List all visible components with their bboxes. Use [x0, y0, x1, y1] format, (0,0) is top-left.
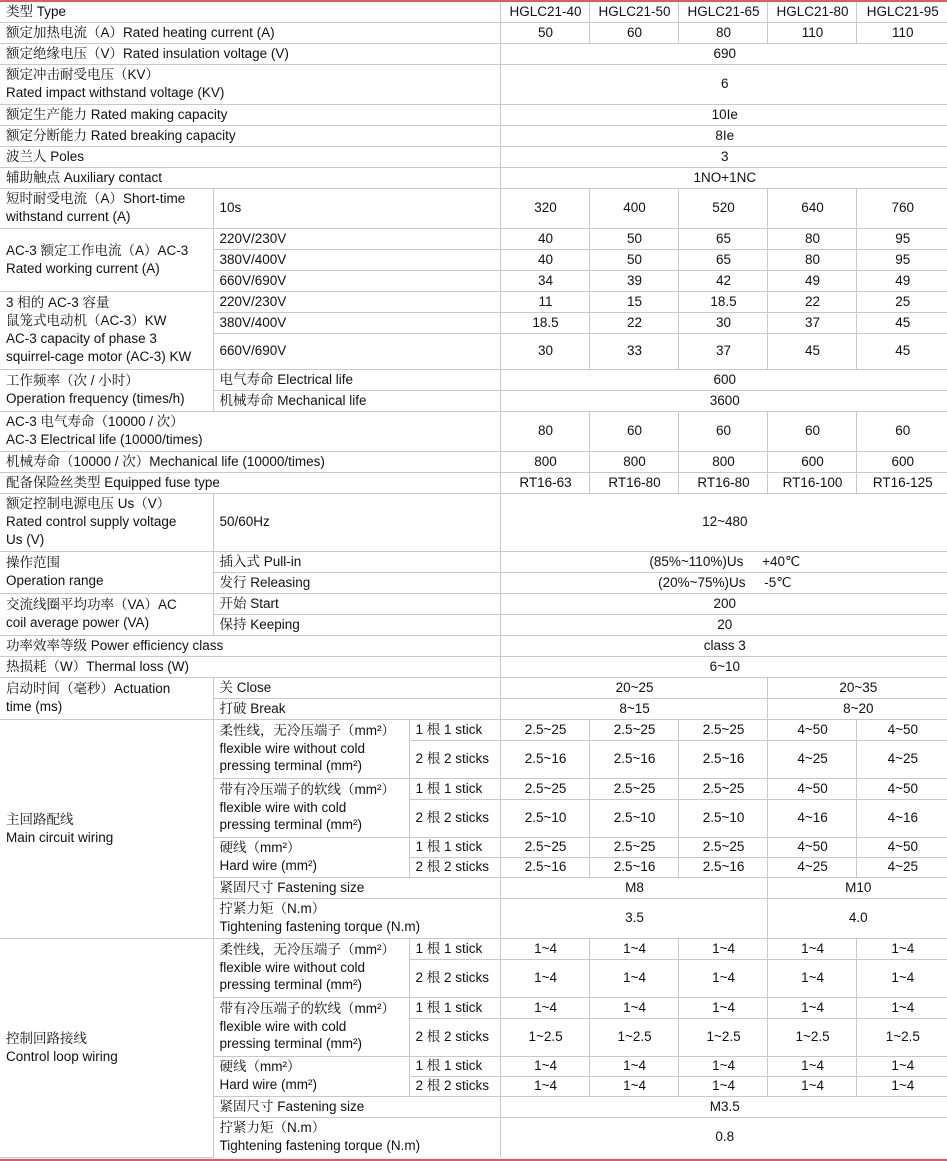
sticks-cell: 2 根 2 sticks [409, 857, 500, 877]
row-label: 额定生产能力 Rated making capacity [0, 104, 500, 125]
sticks-cell: 2 根 2 sticks [409, 1076, 500, 1096]
value-cell: RT16-80 [678, 472, 767, 493]
row-label: 波兰人 Poles [0, 146, 500, 167]
value-cell: 39 [589, 270, 678, 291]
row-label-line: AC-3 额定工作电流（A）AC-3 [6, 242, 189, 258]
row-label: 配备保险丝类型 Equipped fuse type [0, 472, 500, 493]
condition-cell: 220V/230V [213, 228, 500, 249]
value-cell: 1~4 [856, 938, 947, 959]
row-label-line: 启动时间（毫秒）Actuation [6, 681, 171, 697]
condition-cell [213, 898, 500, 938]
value-cell: 60 [767, 411, 856, 451]
value-cell: 2.5~10 [500, 799, 589, 837]
row-label-line: 短时耐受电流（A）Short-time [6, 191, 186, 207]
value-cell: 600 [767, 451, 856, 472]
value-cell: 22 [767, 291, 856, 312]
value-cell: 8Ie [500, 125, 947, 146]
value-cell: 2.5~25 [500, 837, 589, 857]
value-cell: M8 [500, 877, 767, 898]
value-cell: 37 [767, 312, 856, 333]
condition-cell: 380V/400V [213, 249, 500, 270]
row-label [0, 64, 500, 104]
value-cell: 800 [678, 451, 767, 472]
value-cell: 1~4 [767, 1076, 856, 1096]
value-cell: 49 [856, 270, 947, 291]
row-label-cn: 工作频率（次 / 小时） [6, 373, 139, 389]
header-label: 类型 Type [0, 2, 500, 22]
value-cell: 2.5~25 [678, 837, 767, 857]
value-cell: 18.5 [500, 312, 589, 333]
value-cell: 60 [678, 411, 767, 451]
model-heading: HGLC21-65 [678, 2, 767, 22]
row-label [0, 411, 500, 451]
row-label-line: time (ms) [6, 699, 63, 714]
sticks-cell: 1 根 1 stick [409, 938, 500, 959]
range-value: (20%~75%)Us [658, 574, 746, 590]
condition-cell [213, 1117, 500, 1157]
value-cell: 400 [589, 188, 678, 228]
range-temperature: +40℃ [762, 553, 801, 569]
value-cell: 10Ie [500, 104, 947, 125]
row-label [0, 188, 213, 228]
value-cell: 8~20 [767, 698, 947, 719]
value-cell: 800 [500, 451, 589, 472]
value-cell: 8~15 [500, 698, 767, 719]
wire-type-line: pressing terminal (mm²) [219, 1036, 363, 1052]
wire-type-line: pressing terminal (mm²) [219, 758, 363, 774]
value-cell: 1~4 [678, 997, 767, 1018]
value-cell: 760 [856, 188, 947, 228]
model-heading: HGLC21-80 [767, 2, 856, 22]
value-cell: 600 [856, 451, 947, 472]
value-cell: 80 [767, 249, 856, 270]
condition-cell: 电气寿命 Electrical life [213, 369, 500, 390]
value-cell: 45 [767, 333, 856, 369]
row-label-line: coil average power (VA) [6, 615, 150, 630]
value-cell: 1~4 [500, 1076, 589, 1096]
row-label-line: 交流线圈平均功率（VA）AC [6, 597, 177, 613]
row-label-en: Rated impact withstand voltage (KV) [6, 85, 225, 100]
value-cell: 1~4 [678, 1076, 767, 1096]
row-label-en: Operation range [6, 573, 104, 588]
value-cell: 20~35 [767, 677, 947, 698]
condition-cell: 380V/400V [213, 312, 500, 333]
condition-cell: 开始 Start [213, 593, 500, 614]
wire-type-line: Hard wire (mm²) [219, 858, 317, 873]
row-label [0, 719, 213, 938]
value-cell: RT16-80 [589, 472, 678, 493]
value-cell: 1~2.5 [767, 1018, 856, 1056]
value-cell: 2.5~16 [589, 740, 678, 778]
table-row [0, 938, 947, 959]
torque-label-line: 拧紧力矩（N.m） [219, 901, 326, 917]
value-cell: 11 [500, 291, 589, 312]
condition-cell: 紧固尺寸 Fastening size [213, 1096, 500, 1117]
value-cell: 3600 [500, 390, 947, 411]
value-cell: 45 [856, 333, 947, 369]
header-row [0, 2, 947, 22]
row-label-line: withstand current (A) [6, 209, 131, 224]
value-cell: 1~4 [589, 1076, 678, 1096]
value-cell: 2.5~16 [589, 857, 678, 877]
torque-label-line: Tightening fastening torque (N.m) [219, 1138, 421, 1154]
value-cell: 520 [678, 188, 767, 228]
range-temperature: -5℃ [764, 574, 792, 590]
row-label: 额定绝缘电压（V）Rated insulation voltage (V) [0, 43, 500, 64]
value-cell: 4~16 [856, 799, 947, 837]
value-cell: 1~4 [589, 1056, 678, 1076]
table-row [0, 593, 947, 614]
value-cell: 95 [856, 228, 947, 249]
condition-cell: 插入式 Pull-in [213, 551, 500, 572]
row-label-line: Us (V) [6, 531, 45, 547]
value-cell: 320 [500, 188, 589, 228]
value-cell: 2.5~25 [589, 837, 678, 857]
table-row [0, 228, 947, 249]
value-cell: 1~2.5 [589, 1018, 678, 1056]
value-cell: 1~4 [767, 959, 856, 997]
torque-label-line: Tightening fastening torque (N.m) [219, 919, 421, 934]
value-cell: 1~4 [678, 959, 767, 997]
value-cell: 6~10 [500, 656, 947, 677]
row-label: 额定加热电流（A）Rated heating current (A) [0, 22, 500, 43]
value-cell: 800 [589, 451, 678, 472]
row-label: 功率效率等级 Power efficiency class [0, 635, 500, 656]
value-cell: 110 [856, 22, 947, 43]
value-cell: 2.5~16 [500, 857, 589, 877]
wire-type-line: flexible wire without cold [219, 959, 366, 975]
value-cell: 2.5~25 [589, 778, 678, 799]
model-heading: HGLC21-40 [500, 2, 589, 22]
value-cell: 2.5~10 [589, 799, 678, 837]
value-cell: 1~2.5 [678, 1018, 767, 1056]
table-row [0, 188, 947, 228]
row-label [0, 228, 213, 291]
value-cell: 33 [589, 333, 678, 369]
wire-type-line: 带有冷压端子的软线（mm²） [219, 1000, 395, 1016]
sticks-cell: 2 根 2 sticks [409, 959, 500, 997]
value-cell: 4~50 [767, 778, 856, 799]
row-label-cn: AC-3 电气寿命（10000 / 次） [6, 414, 184, 430]
value-cell: 1~4 [678, 938, 767, 959]
value-cell: 1~4 [856, 1076, 947, 1096]
row-label-en: Main circuit wiring [6, 829, 114, 845]
value-cell: 25 [856, 291, 947, 312]
value-cell: 4~50 [767, 719, 856, 740]
value-cell: 45 [856, 312, 947, 333]
value-cell: 1~2.5 [500, 1018, 589, 1056]
value-cell: 2.5~16 [678, 857, 767, 877]
sticks-cell: 2 根 2 sticks [409, 799, 500, 837]
sticks-cell: 2 根 2 sticks [409, 1018, 500, 1056]
value-cell: 1~4 [856, 997, 947, 1018]
value-cell: 20~25 [500, 677, 767, 698]
wire-type-line: 柔性线，无冷压端子（mm²） [219, 722, 395, 738]
table-row [0, 43, 947, 64]
value-cell: 4~25 [856, 740, 947, 778]
row-label: 机械寿命（10000 / 次）Mechanical life (10000/times) [0, 451, 500, 472]
row-label-cn: 主回路配线 [6, 811, 74, 827]
value-cell: 4~50 [856, 837, 947, 857]
value-cell: 37 [678, 333, 767, 369]
table-row [0, 551, 947, 572]
wire-type-line: Hard wire (mm²) [219, 1077, 317, 1092]
value-cell: 2.5~25 [589, 719, 678, 740]
condition-cell: 机械寿命 Mechanical life [213, 390, 500, 411]
spec-table [0, 2, 947, 1158]
value-cell: 200 [500, 593, 947, 614]
wire-type-line: 带有冷压端子的软线（mm²） [219, 781, 395, 797]
row-label-line: Rated control supply voltage [6, 514, 177, 530]
value-cell: 2.5~10 [678, 799, 767, 837]
value-cell: 2.5~25 [678, 778, 767, 799]
sticks-cell: 2 根 2 sticks [409, 740, 500, 778]
table-row [0, 125, 947, 146]
range-value: (85%~110%)Us [649, 553, 744, 569]
value-cell: 4~25 [767, 857, 856, 877]
wire-type-line: pressing terminal (mm²) [219, 817, 363, 833]
table-row [0, 451, 947, 472]
table-row [0, 369, 947, 390]
model-heading: HGLC21-95 [856, 2, 947, 22]
value-cell: 4~50 [856, 778, 947, 799]
value-cell: 40 [500, 249, 589, 270]
value-cell: 1~4 [589, 959, 678, 997]
row-label [0, 677, 213, 719]
value-cell: 49 [767, 270, 856, 291]
row-label-line: 3 相的 AC-3 容量 [6, 295, 110, 311]
value-cell: 1~4 [500, 997, 589, 1018]
value-cell: RT16-63 [500, 472, 589, 493]
wire-type-line: 硬线（mm²） [219, 1059, 301, 1075]
value-cell: 690 [500, 43, 947, 64]
value-cell: 2.5~25 [500, 778, 589, 799]
value-cell: 4.0 [767, 898, 947, 938]
value-cell: 1~4 [767, 1056, 856, 1076]
wire-type-line: flexible wire with cold [219, 799, 347, 815]
sticks-cell: 1 根 1 stick [409, 778, 500, 799]
value-cell: 12~480 [500, 493, 947, 551]
value-cell: 3.5 [500, 898, 767, 938]
condition-cell: 10s [213, 188, 500, 228]
value-cell: RT16-100 [767, 472, 856, 493]
wire-type-label [213, 837, 409, 877]
value-cell: 1~4 [678, 1056, 767, 1076]
condition-cell: 50/60Hz [213, 493, 500, 551]
value-cell: 18.5 [678, 291, 767, 312]
row-label [0, 493, 213, 551]
table-row [0, 22, 947, 43]
value-cell: 0.8 [715, 1129, 735, 1145]
table-row [0, 493, 947, 551]
value-cell: 1~4 [500, 1056, 589, 1076]
value-cell: 6 [500, 64, 947, 104]
value-cell: 4~50 [767, 837, 856, 857]
value-cell: 2.5~16 [500, 740, 589, 778]
table-row [0, 677, 947, 698]
row-label-line: AC-3 capacity of phase 3 [6, 331, 157, 346]
value-cell: 1~4 [500, 938, 589, 959]
value-cell: 1~4 [856, 959, 947, 997]
row-label-en: Operation frequency (times/h) [6, 391, 185, 406]
value-cell: 1~4 [856, 1056, 947, 1076]
row-label: 辅助触点 Auxiliary contact [0, 167, 500, 188]
value-cell: 1~4 [589, 938, 678, 959]
table-row [0, 656, 947, 677]
row-label [0, 551, 213, 593]
row-label: 热损耗（W）Thermal loss (W) [0, 656, 500, 677]
value-cell: RT16-125 [856, 472, 947, 493]
value-cell: 50 [589, 249, 678, 270]
value-cell: 1~4 [589, 997, 678, 1018]
value-cell: 640 [767, 188, 856, 228]
condition-cell: 保持 Keeping [213, 614, 500, 635]
table-row [0, 64, 947, 104]
table-row [0, 167, 947, 188]
value-cell: M10 [767, 877, 947, 898]
value-cell: 65 [678, 228, 767, 249]
row-label [0, 593, 213, 635]
row-label [0, 369, 213, 411]
value-cell: 4~25 [767, 740, 856, 778]
value-cell: 20 [500, 614, 947, 635]
value-cell: 30 [678, 312, 767, 333]
table-row [0, 146, 947, 167]
torque-label-line: 拧紧力矩（N.m） [219, 1120, 326, 1136]
value-cell: 15 [589, 291, 678, 312]
value-cell: 80 [678, 22, 767, 43]
value-cell: 60 [589, 22, 678, 43]
row-label-line: 鼠笼式电动机（AC-3）KW [6, 313, 167, 329]
row-label [0, 938, 213, 1157]
row-label: 额定分断能力 Rated breaking capacity [0, 125, 500, 146]
value-cell: 1~4 [767, 997, 856, 1018]
wire-type-line: 硬线（mm²） [219, 840, 301, 856]
value-cell: 30 [500, 333, 589, 369]
value-cell: 1~2.5 [856, 1018, 947, 1056]
value-cell: 4~16 [767, 799, 856, 837]
value-cell: 3 [500, 146, 947, 167]
value-cell: 1NO+1NC [500, 167, 947, 188]
table-row [0, 291, 947, 312]
value-cell: 34 [500, 270, 589, 291]
wire-type-label [213, 719, 409, 778]
wire-type-line: flexible wire with cold [219, 1018, 347, 1034]
wire-type-label [213, 1056, 409, 1096]
value-cell [500, 551, 947, 572]
row-label-en: Control loop wiring [6, 1048, 118, 1064]
condition-cell: 660V/690V [213, 333, 500, 369]
condition-cell: 关 Close [213, 677, 500, 698]
value-cell: 80 [767, 228, 856, 249]
wire-type-line: pressing terminal (mm²) [219, 977, 363, 993]
value-cell: 50 [500, 22, 589, 43]
value-cell: 60 [589, 411, 678, 451]
table-row [0, 104, 947, 125]
value-cell: 4~50 [856, 719, 947, 740]
sticks-cell: 1 根 1 stick [409, 1056, 500, 1076]
value-cell: class 3 [500, 635, 947, 656]
sticks-cell: 1 根 1 stick [409, 997, 500, 1018]
value-cell: M3.5 [500, 1096, 947, 1117]
row-label-cn: 操作范围 [6, 555, 60, 571]
value-cell: 65 [678, 249, 767, 270]
wire-type-label [213, 938, 409, 997]
value-cell: 1~4 [767, 938, 856, 959]
condition-cell: 打破 Break [213, 698, 500, 719]
row-label-line: squirrel-cage motor (AC-3) KW [6, 348, 192, 364]
row-label-cn: 控制回路接线 [6, 1030, 87, 1046]
value-cell: 1~4 [500, 959, 589, 997]
table-row [0, 719, 947, 740]
value-cell: 2.5~25 [500, 719, 589, 740]
value-cell: 600 [500, 369, 947, 390]
value-cell: 50 [589, 228, 678, 249]
row-label-line: 额定控制电源电压 Us（V） [6, 496, 171, 512]
sticks-cell: 1 根 1 stick [409, 719, 500, 740]
sticks-cell: 1 根 1 stick [409, 837, 500, 857]
value-cell: 80 [500, 411, 589, 451]
condition-cell: 紧固尺寸 Fastening size [213, 877, 500, 898]
table-row [0, 472, 947, 493]
wire-type-label [213, 778, 409, 837]
condition-cell: 220V/230V [213, 291, 500, 312]
model-heading: HGLC21-50 [589, 2, 678, 22]
value-cell: 22 [589, 312, 678, 333]
value-cell: 4~25 [856, 857, 947, 877]
row-label-line: Rated working current (A) [6, 260, 160, 276]
value-cell: 42 [678, 270, 767, 291]
table-row [0, 411, 947, 451]
table-row [0, 635, 947, 656]
row-label-en: AC-3 Electrical life (10000/times) [6, 432, 203, 447]
wire-type-line: flexible wire without cold [219, 740, 366, 756]
value-cell [500, 572, 947, 593]
wire-type-label [213, 997, 409, 1056]
value-cell: 2.5~25 [678, 719, 767, 740]
wire-type-line: 柔性线，无冷压端子（mm²） [219, 941, 395, 957]
value-cell: 40 [500, 228, 589, 249]
condition-cell: 660V/690V [213, 270, 500, 291]
value-cell: 95 [856, 249, 947, 270]
value-cell: 2.5~16 [678, 740, 767, 778]
condition-cell: 发行 Releasing [213, 572, 500, 593]
value-cell: 60 [856, 411, 947, 451]
row-label [0, 291, 213, 369]
value-cell: 110 [767, 22, 856, 43]
row-label-cn: 额定冲击耐受电压（KV） [6, 67, 160, 83]
